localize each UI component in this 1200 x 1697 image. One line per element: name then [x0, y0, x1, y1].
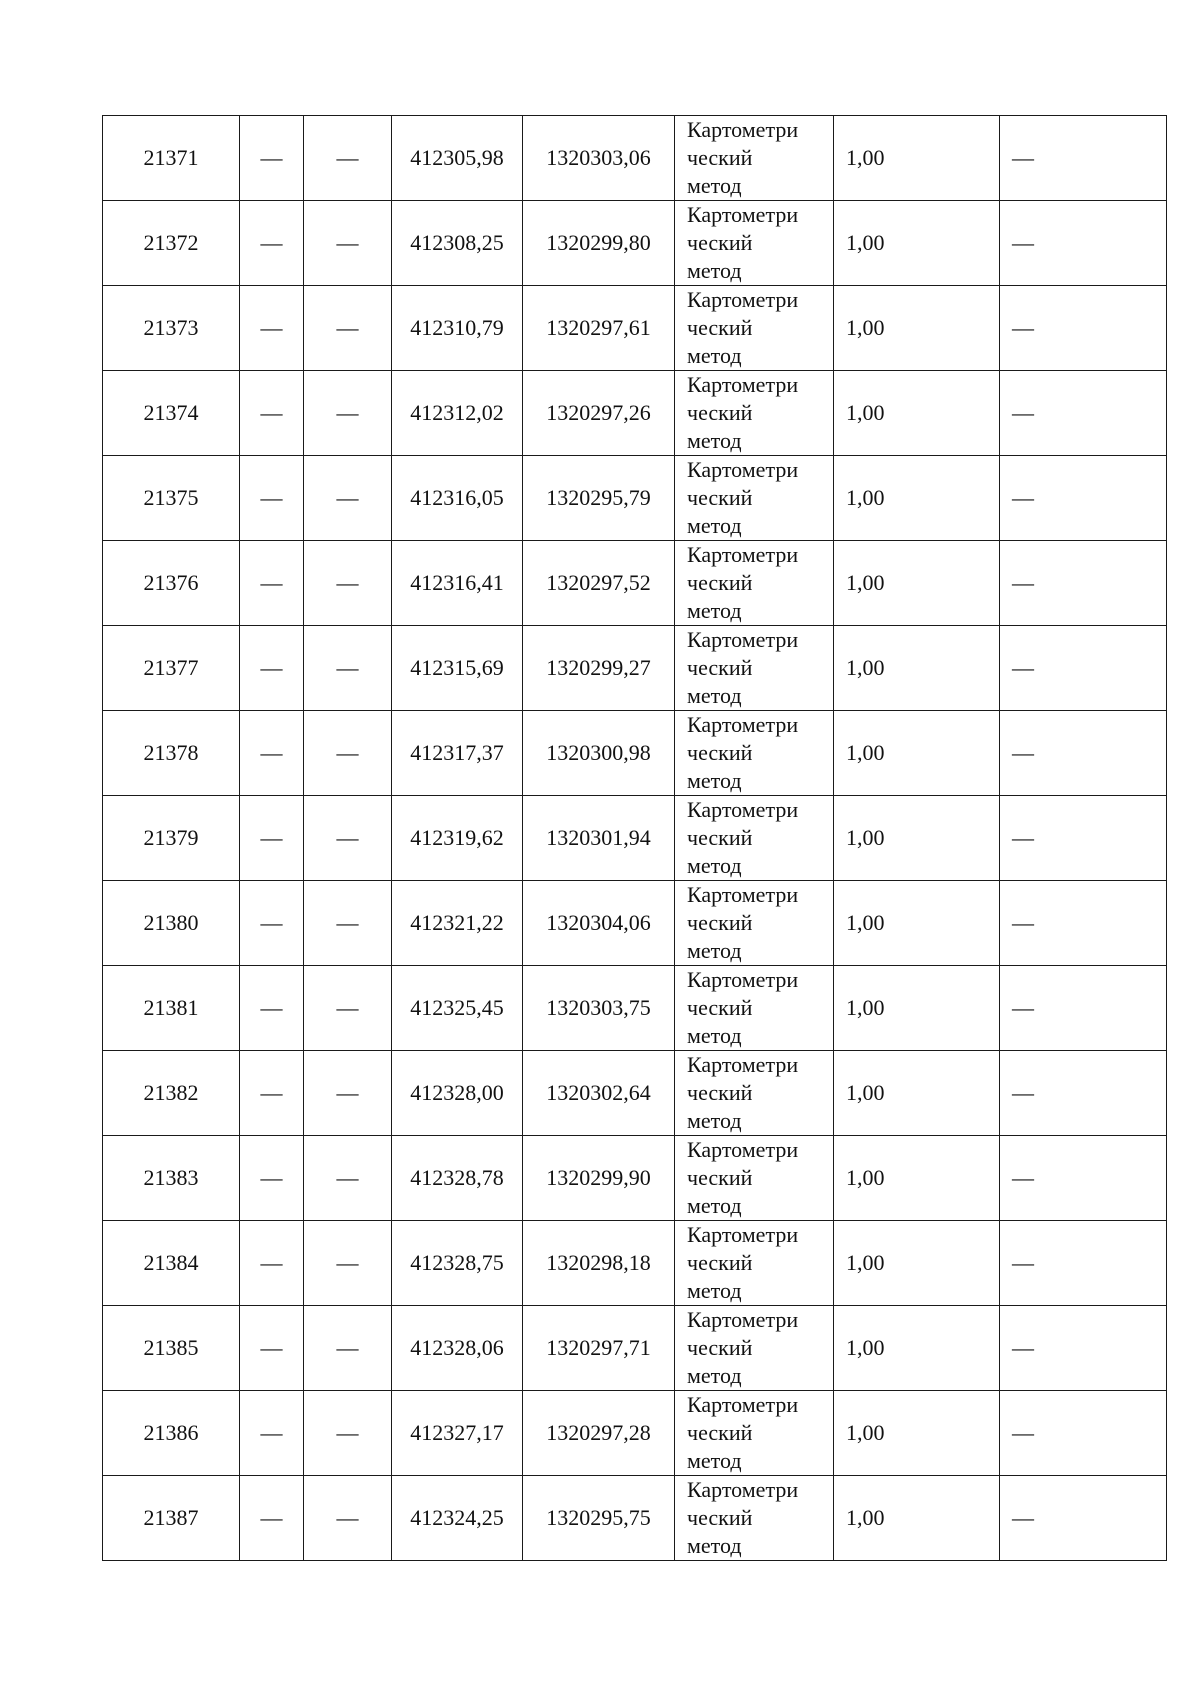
- table-row: [103, 966, 1167, 1051]
- method-text-line: ческий: [687, 655, 753, 680]
- point-number-cell: 21379: [103, 796, 240, 881]
- method-text-line: Картометри: [687, 117, 799, 142]
- x-coordinate-cell: 412305,98: [392, 116, 523, 201]
- empty-column-3-cell: —: [304, 1476, 392, 1561]
- method-cell: [675, 1391, 834, 1476]
- accuracy-cell: 1,00: [834, 1391, 1000, 1476]
- empty-column-3-cell: —: [304, 456, 392, 541]
- empty-column-8-cell: —: [1000, 966, 1167, 1051]
- empty-column-8-cell: —: [1000, 1391, 1167, 1476]
- method-cell: [675, 371, 834, 456]
- method-text-line: Картометри: [687, 627, 799, 652]
- method-cell: [675, 1306, 834, 1391]
- empty-column-8-cell: —: [1000, 1221, 1167, 1306]
- method-text-line: метод: [687, 513, 742, 538]
- method-text-line: ческий: [687, 145, 753, 170]
- point-number-cell: 21376: [103, 541, 240, 626]
- point-number-cell: 21384: [103, 1221, 240, 1306]
- x-coordinate-cell: 412328,06: [392, 1306, 523, 1391]
- y-coordinate-cell: 1320303,75: [523, 966, 675, 1051]
- method-text-line: метод: [687, 258, 742, 283]
- empty-column-3-cell: —: [304, 1221, 392, 1306]
- empty-column-2-cell: —: [240, 541, 304, 626]
- table-row: [103, 1221, 1167, 1306]
- method-text-line: метод: [687, 768, 742, 793]
- point-number-cell: 21386: [103, 1391, 240, 1476]
- point-number-cell: 21387: [103, 1476, 240, 1561]
- method-text-line: метод: [687, 1108, 742, 1133]
- empty-column-8-cell: —: [1000, 1476, 1167, 1561]
- point-number-cell: 21380: [103, 881, 240, 966]
- empty-column-8-cell: —: [1000, 201, 1167, 286]
- x-coordinate-cell: 412319,62: [392, 796, 523, 881]
- method-text-line: Картометри: [687, 287, 799, 312]
- x-coordinate-cell: 412325,45: [392, 966, 523, 1051]
- method-text-line: ческий: [687, 1505, 753, 1530]
- table-row: [103, 286, 1167, 371]
- accuracy-cell: 1,00: [834, 541, 1000, 626]
- y-coordinate-cell: 1320304,06: [523, 881, 675, 966]
- point-number-cell: 21371: [103, 116, 240, 201]
- x-coordinate-cell: 412321,22: [392, 881, 523, 966]
- accuracy-cell: 1,00: [834, 201, 1000, 286]
- accuracy-cell: 1,00: [834, 796, 1000, 881]
- accuracy-cell: 1,00: [834, 371, 1000, 456]
- method-text-line: ческий: [687, 910, 753, 935]
- empty-column-3-cell: —: [304, 371, 392, 456]
- y-coordinate-cell: 1320300,98: [523, 711, 675, 796]
- empty-column-3-cell: —: [304, 796, 392, 881]
- empty-column-8-cell: —: [1000, 116, 1167, 201]
- empty-column-8-cell: —: [1000, 286, 1167, 371]
- x-coordinate-cell: 412316,05: [392, 456, 523, 541]
- coordinates-table: [102, 115, 1167, 1561]
- y-coordinate-cell: 1320299,80: [523, 201, 675, 286]
- x-coordinate-cell: 412312,02: [392, 371, 523, 456]
- empty-column-8-cell: —: [1000, 796, 1167, 881]
- empty-column-3-cell: —: [304, 1051, 392, 1136]
- method-text-line: метод: [687, 1448, 742, 1473]
- empty-column-3-cell: —: [304, 711, 392, 796]
- accuracy-cell: 1,00: [834, 1051, 1000, 1136]
- empty-column-8-cell: —: [1000, 626, 1167, 711]
- method-text-line: ческий: [687, 315, 753, 340]
- method-text-line: ческий: [687, 1165, 753, 1190]
- empty-column-2-cell: —: [240, 1306, 304, 1391]
- table-row: [103, 1476, 1167, 1561]
- table-row: [103, 711, 1167, 796]
- empty-column-2-cell: —: [240, 966, 304, 1051]
- empty-column-8-cell: —: [1000, 881, 1167, 966]
- y-coordinate-cell: 1320302,64: [523, 1051, 675, 1136]
- accuracy-cell: 1,00: [834, 116, 1000, 201]
- table-row: [103, 626, 1167, 711]
- method-cell: [675, 796, 834, 881]
- table-row: [103, 456, 1167, 541]
- method-text-line: ческий: [687, 825, 753, 850]
- empty-column-2-cell: —: [240, 1221, 304, 1306]
- table-row: [103, 541, 1167, 626]
- method-text-line: Картометри: [687, 542, 799, 567]
- method-text-line: Картометри: [687, 882, 799, 907]
- empty-column-3-cell: —: [304, 116, 392, 201]
- method-text-line: Картометри: [687, 1477, 799, 1502]
- x-coordinate-cell: 412316,41: [392, 541, 523, 626]
- method-text-line: Картометри: [687, 1307, 799, 1332]
- y-coordinate-cell: 1320297,61: [523, 286, 675, 371]
- y-coordinate-cell: 1320295,79: [523, 456, 675, 541]
- empty-column-3-cell: —: [304, 1136, 392, 1221]
- empty-column-2-cell: —: [240, 1476, 304, 1561]
- method-text-line: ческий: [687, 1250, 753, 1275]
- method-text-line: Картометри: [687, 1137, 799, 1162]
- empty-column-8-cell: —: [1000, 1136, 1167, 1221]
- method-text-line: ческий: [687, 400, 753, 425]
- empty-column-2-cell: —: [240, 371, 304, 456]
- method-text-line: ческий: [687, 230, 753, 255]
- table-body: [103, 116, 1167, 1561]
- accuracy-cell: 1,00: [834, 626, 1000, 711]
- method-text-line: ческий: [687, 740, 753, 765]
- point-number-cell: 21374: [103, 371, 240, 456]
- method-cell: [675, 1136, 834, 1221]
- empty-column-8-cell: —: [1000, 456, 1167, 541]
- method-text-line: метод: [687, 683, 742, 708]
- table-row: [103, 881, 1167, 966]
- point-number-cell: 21378: [103, 711, 240, 796]
- method-text-line: ческий: [687, 485, 753, 510]
- empty-column-8-cell: —: [1000, 1051, 1167, 1136]
- x-coordinate-cell: 412328,75: [392, 1221, 523, 1306]
- method-text-line: Картометри: [687, 797, 799, 822]
- empty-column-8-cell: —: [1000, 1306, 1167, 1391]
- method-text-line: ческий: [687, 1335, 753, 1360]
- method-text-line: Картометри: [687, 1052, 799, 1077]
- empty-column-2-cell: —: [240, 626, 304, 711]
- empty-column-2-cell: —: [240, 286, 304, 371]
- method-cell: [675, 456, 834, 541]
- y-coordinate-cell: 1320297,71: [523, 1306, 675, 1391]
- method-cell: [675, 116, 834, 201]
- y-coordinate-cell: 1320301,94: [523, 796, 675, 881]
- x-coordinate-cell: 412324,25: [392, 1476, 523, 1561]
- point-number-cell: 21372: [103, 201, 240, 286]
- accuracy-cell: 1,00: [834, 966, 1000, 1051]
- accuracy-cell: 1,00: [834, 1136, 1000, 1221]
- method-text-line: метод: [687, 1363, 742, 1388]
- method-text-line: метод: [687, 1023, 742, 1048]
- empty-column-2-cell: —: [240, 881, 304, 966]
- x-coordinate-cell: 412327,17: [392, 1391, 523, 1476]
- method-cell: [675, 626, 834, 711]
- x-coordinate-cell: 412317,37: [392, 711, 523, 796]
- y-coordinate-cell: 1320297,28: [523, 1391, 675, 1476]
- method-text-line: метод: [687, 598, 742, 623]
- accuracy-cell: 1,00: [834, 286, 1000, 371]
- point-number-cell: 21373: [103, 286, 240, 371]
- table-row: [103, 1306, 1167, 1391]
- x-coordinate-cell: 412310,79: [392, 286, 523, 371]
- empty-column-3-cell: —: [304, 881, 392, 966]
- x-coordinate-cell: 412328,00: [392, 1051, 523, 1136]
- empty-column-3-cell: —: [304, 1306, 392, 1391]
- method-cell: [675, 201, 834, 286]
- accuracy-cell: 1,00: [834, 881, 1000, 966]
- empty-column-3-cell: —: [304, 626, 392, 711]
- method-text-line: Картометри: [687, 202, 799, 227]
- method-cell: [675, 881, 834, 966]
- empty-column-2-cell: —: [240, 1391, 304, 1476]
- accuracy-cell: 1,00: [834, 1306, 1000, 1391]
- table-row: [103, 116, 1167, 201]
- method-text-line: метод: [687, 428, 742, 453]
- empty-column-2-cell: —: [240, 456, 304, 541]
- method-text-line: метод: [687, 343, 742, 368]
- method-text-line: ческий: [687, 570, 753, 595]
- point-number-cell: 21383: [103, 1136, 240, 1221]
- x-coordinate-cell: 412315,69: [392, 626, 523, 711]
- empty-column-8-cell: —: [1000, 371, 1167, 456]
- accuracy-cell: 1,00: [834, 711, 1000, 796]
- point-number-cell: 21382: [103, 1051, 240, 1136]
- empty-column-3-cell: —: [304, 966, 392, 1051]
- table-row: [103, 1391, 1167, 1476]
- method-text-line: ческий: [687, 995, 753, 1020]
- empty-column-2-cell: —: [240, 201, 304, 286]
- method-text-line: Картометри: [687, 712, 799, 737]
- y-coordinate-cell: 1320295,75: [523, 1476, 675, 1561]
- table-row: [103, 1051, 1167, 1136]
- empty-column-3-cell: —: [304, 1391, 392, 1476]
- empty-column-8-cell: —: [1000, 541, 1167, 626]
- table-row: [103, 371, 1167, 456]
- y-coordinate-cell: 1320303,06: [523, 116, 675, 201]
- empty-column-2-cell: —: [240, 711, 304, 796]
- x-coordinate-cell: 412328,78: [392, 1136, 523, 1221]
- x-coordinate-cell: 412308,25: [392, 201, 523, 286]
- point-number-cell: 21377: [103, 626, 240, 711]
- empty-column-2-cell: —: [240, 116, 304, 201]
- method-text-line: метод: [687, 938, 742, 963]
- method-cell: [675, 1476, 834, 1561]
- accuracy-cell: 1,00: [834, 1221, 1000, 1306]
- table-row: [103, 1136, 1167, 1221]
- point-number-cell: 21381: [103, 966, 240, 1051]
- method-text-line: метод: [687, 1193, 742, 1218]
- method-text-line: Картометри: [687, 967, 799, 992]
- method-cell: [675, 1051, 834, 1136]
- point-number-cell: 21375: [103, 456, 240, 541]
- y-coordinate-cell: 1320299,27: [523, 626, 675, 711]
- method-text-line: Картометри: [687, 1392, 799, 1417]
- method-text-line: метод: [687, 853, 742, 878]
- method-text-line: ческий: [687, 1420, 753, 1445]
- method-text-line: метод: [687, 1533, 742, 1558]
- accuracy-cell: 1,00: [834, 1476, 1000, 1561]
- method-cell: [675, 966, 834, 1051]
- table-row: [103, 796, 1167, 881]
- y-coordinate-cell: 1320297,26: [523, 371, 675, 456]
- accuracy-cell: 1,00: [834, 456, 1000, 541]
- empty-column-3-cell: —: [304, 201, 392, 286]
- table-row: [103, 201, 1167, 286]
- method-text-line: метод: [687, 1278, 742, 1303]
- y-coordinate-cell: 1320297,52: [523, 541, 675, 626]
- method-text-line: ческий: [687, 1080, 753, 1105]
- y-coordinate-cell: 1320299,90: [523, 1136, 675, 1221]
- method-text-line: Картометри: [687, 1222, 799, 1247]
- empty-column-8-cell: —: [1000, 711, 1167, 796]
- method-cell: [675, 711, 834, 796]
- method-cell: [675, 541, 834, 626]
- method-text-line: Картометри: [687, 457, 799, 482]
- empty-column-3-cell: —: [304, 541, 392, 626]
- method-cell: [675, 1221, 834, 1306]
- method-text-line: метод: [687, 173, 742, 198]
- empty-column-3-cell: —: [304, 286, 392, 371]
- empty-column-2-cell: —: [240, 796, 304, 881]
- empty-column-2-cell: —: [240, 1136, 304, 1221]
- y-coordinate-cell: 1320298,18: [523, 1221, 675, 1306]
- method-cell: [675, 286, 834, 371]
- method-text-line: Картометри: [687, 372, 799, 397]
- point-number-cell: 21385: [103, 1306, 240, 1391]
- empty-column-2-cell: —: [240, 1051, 304, 1136]
